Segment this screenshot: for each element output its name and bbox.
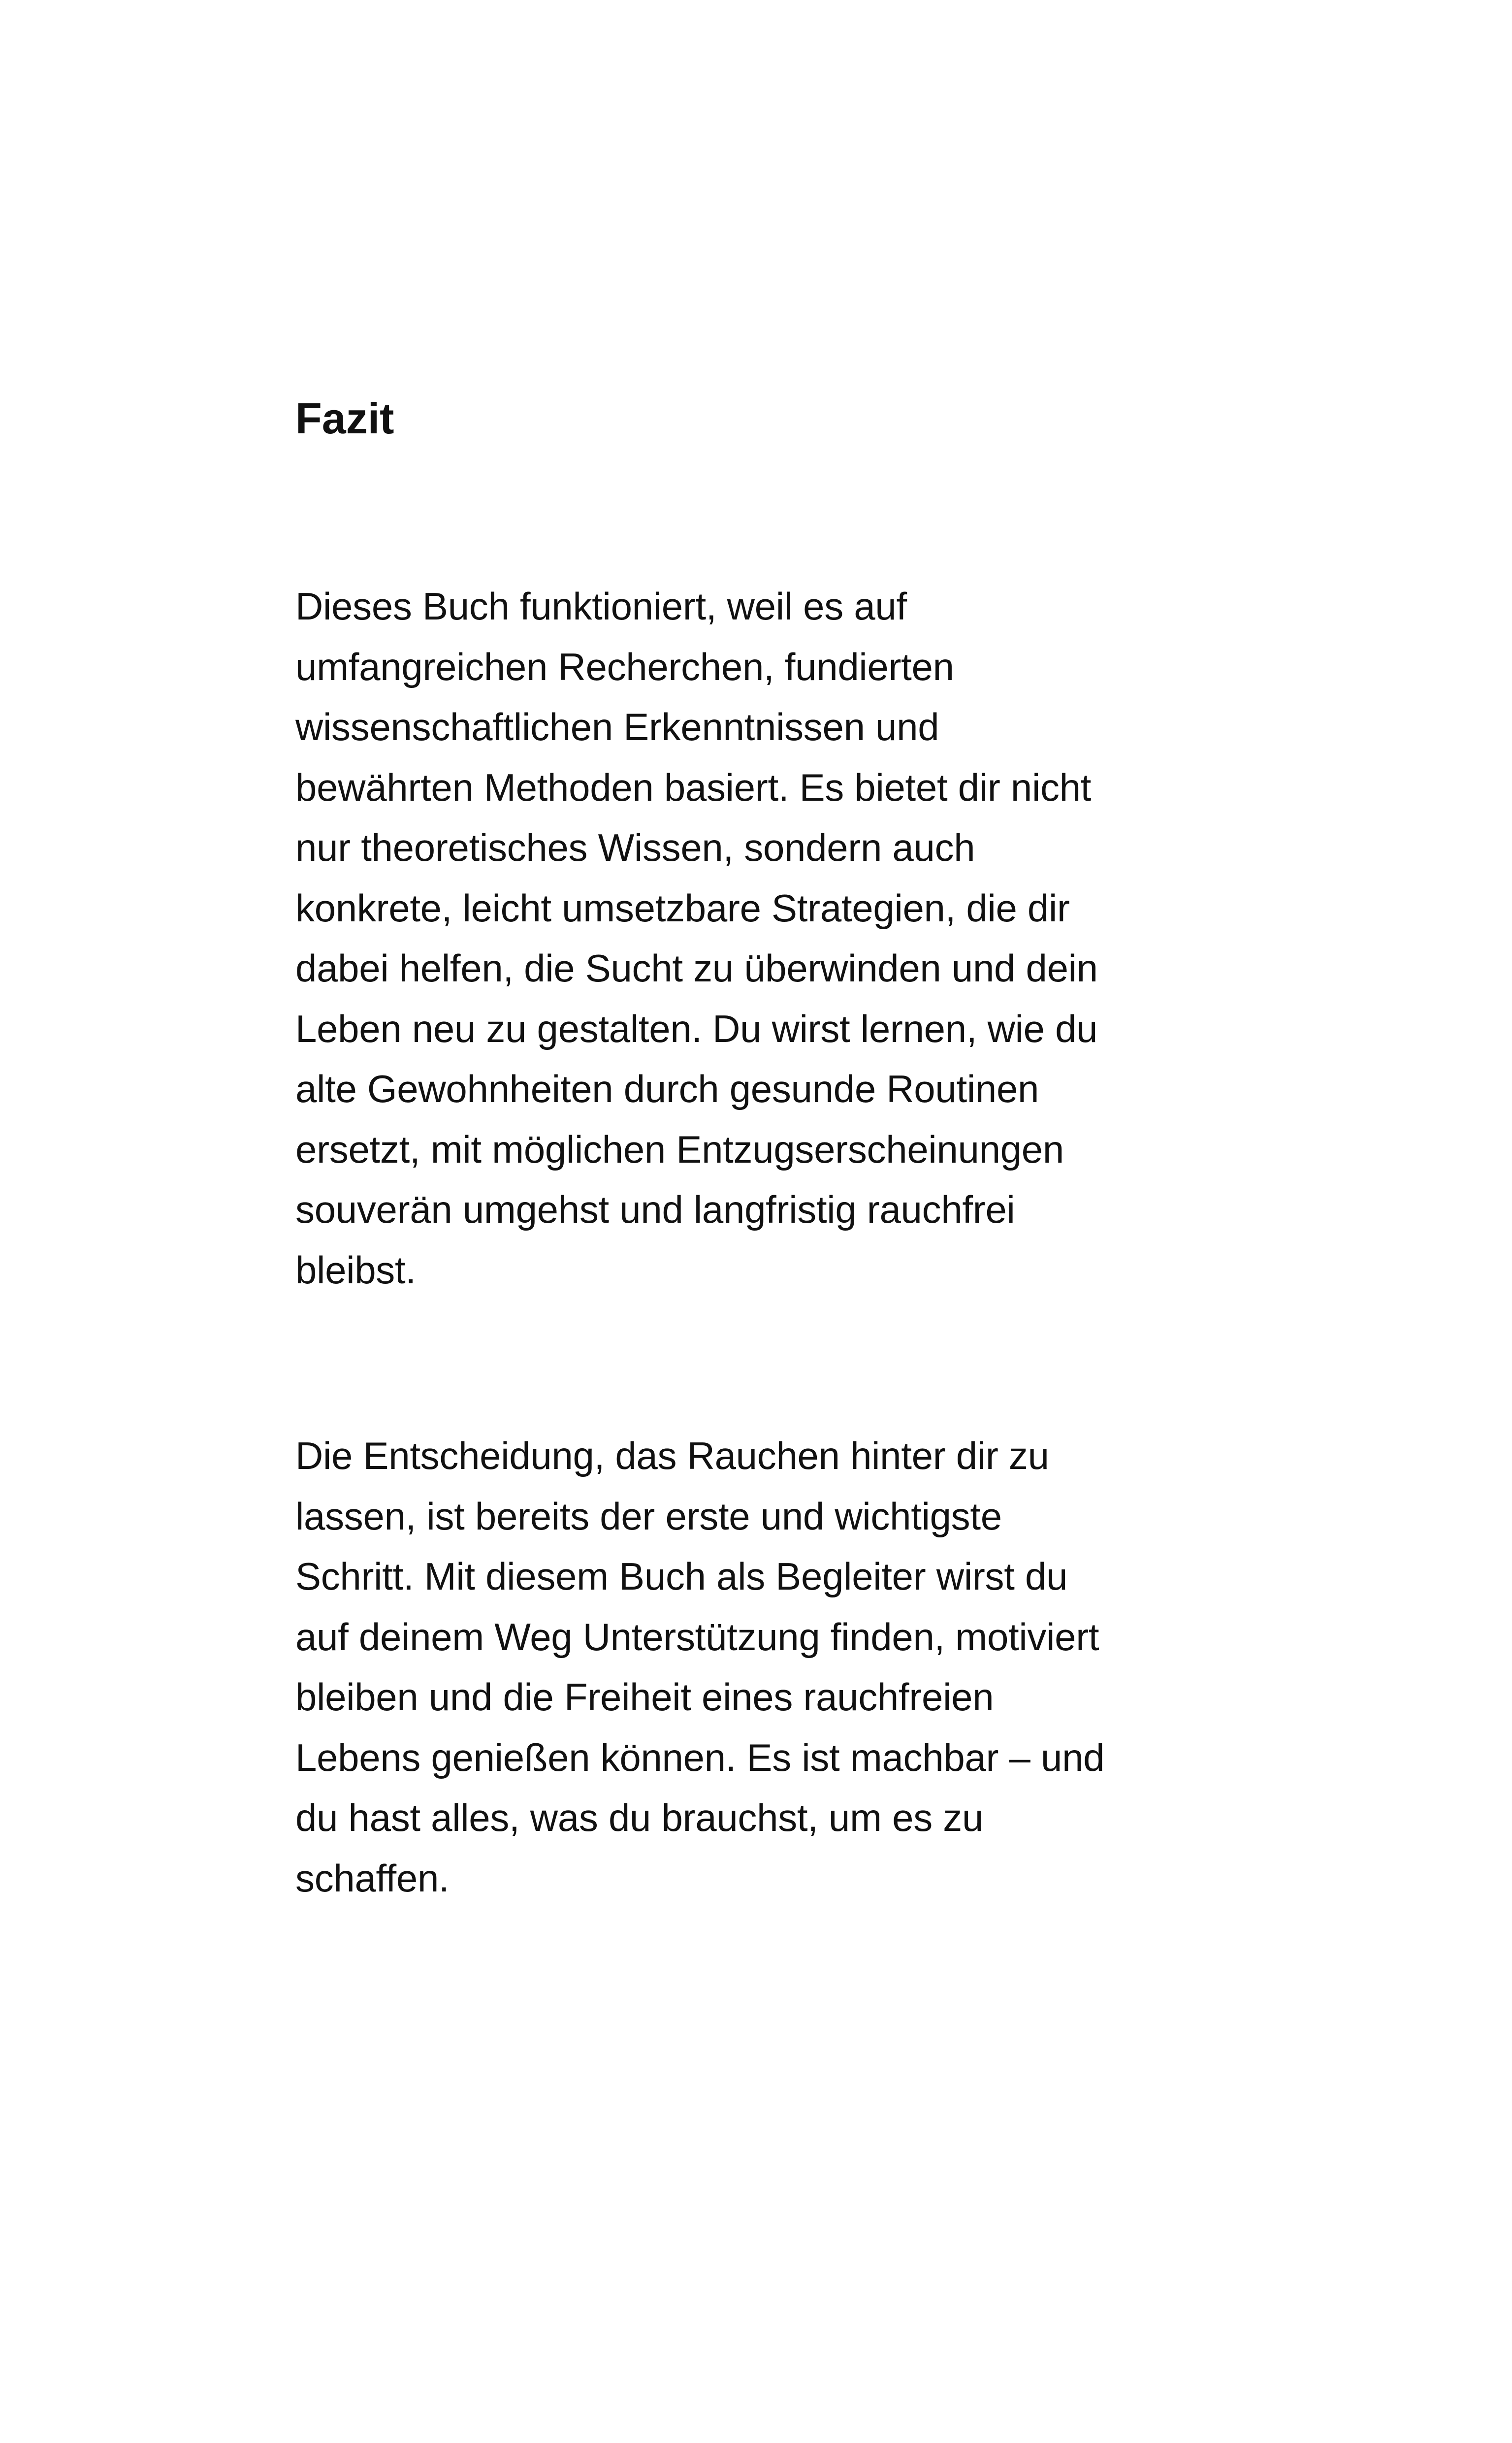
paragraph-1: [295, 576, 1241, 1300]
text-line: Lebens genießen können. Es ist machbar – und: [295, 1735, 1105, 1779]
text-line: auf deinem Weg Unterstützung finden, motiviert: [295, 1615, 1099, 1659]
text-line: Die Entscheidung, das Rauchen hinter dir zu: [295, 1434, 1049, 1477]
text-line: Schritt. Mit diesem Buch als Begleiter wirst du: [295, 1555, 1068, 1598]
text-line: nur theoretisches Wissen, sondern auch: [295, 826, 975, 869]
text-line: Dieses Buch funktioniert, weil es auf: [295, 585, 907, 628]
text-line: du hast alles, was du brauchst, um es zu: [295, 1796, 984, 1839]
text-line: bleibst.: [295, 1248, 416, 1292]
text-line: souverän umgehst und langfristig rauchfrei: [295, 1188, 1015, 1231]
text-line: schaffen.: [295, 1856, 450, 1900]
paragraph-2: [295, 1426, 1241, 1908]
text-line: bewährten Methoden basiert. Es bietet dir nicht: [295, 765, 1092, 809]
text-line: konkrete, leicht umsetzbare Strategien, die dir: [295, 886, 1070, 930]
text-line: umfangreichen Recherchen, fundierten: [295, 645, 954, 688]
text-line: ersetzt, mit möglichen Entzugserscheinungen: [295, 1127, 1064, 1171]
text-line: dabei helfen, die Sucht zu überwinden und dein: [295, 946, 1098, 990]
text-line: wissenschaftlichen Erkenntnissen und: [295, 705, 939, 749]
text-line: bleiben und die Freiheit eines rauchfreien: [295, 1675, 994, 1719]
text-line: Leben neu zu gestalten. Du wirst lernen, wie du: [295, 1007, 1098, 1050]
text-line: lassen, ist bereits der erste und wichtigste: [295, 1494, 1002, 1538]
text-line: alte Gewohnheiten durch gesunde Routinen: [295, 1067, 1039, 1110]
section-heading: Fazit: [295, 394, 394, 443]
